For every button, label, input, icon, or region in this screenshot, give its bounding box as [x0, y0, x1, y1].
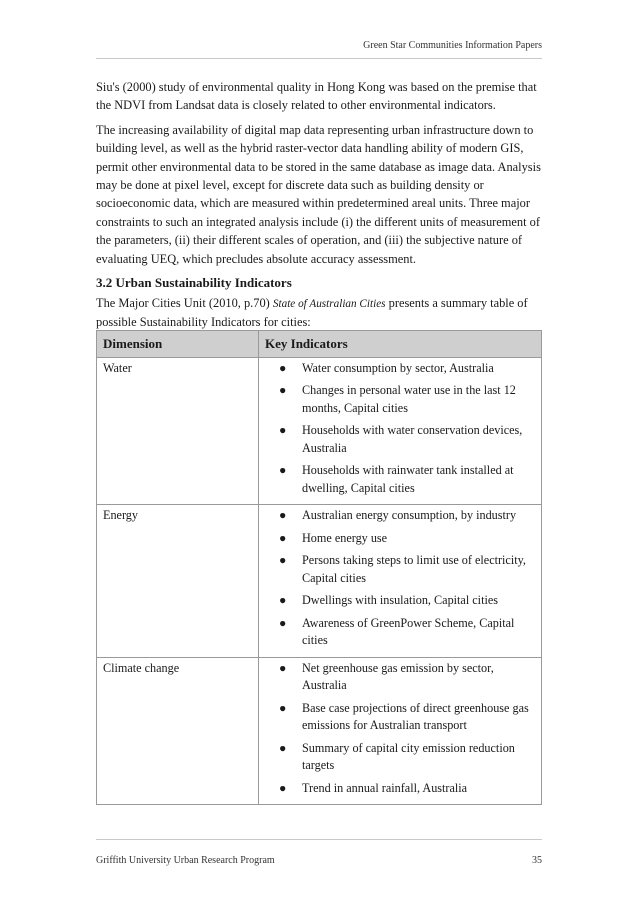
column-header-dimension: Dimension [97, 331, 259, 358]
list-item: ● Australian energy consumption, by industry [265, 507, 535, 525]
para3-suffix: presents a summary table of possible Sustainability Indicators for cities: [96, 296, 528, 330]
dimension-cell: Energy [97, 505, 259, 658]
list-item: ● Changes in personal water use in the last 12 months, Capital cities [279, 383, 516, 415]
footer-source: Griffith University Urban Research Program [96, 855, 275, 866]
bullet-icon: ● [279, 593, 287, 607]
indicators-cell [259, 505, 542, 658]
running-header: Green Star Communities Information Papers [363, 40, 542, 51]
list-item: ● Households with water conservation devices, Australia [279, 423, 523, 455]
indicators-table [96, 330, 542, 805]
list-item: ● Households with rainwater tank installed at dwelling, Capital cities [279, 463, 514, 495]
bullet-icon: ● [279, 615, 287, 630]
paragraph-2: The increasing availability of digital map data representing urban infrastructure down to building level, as well as the hybrid raster-vector data handling ability of modern GIS, permit other environmental data to be stored in the same database as image data. Analysis may be done at pixel level, except for discrete data such as building density or socioeconomic data, which are measured within predetermined areal units. Three major constraints to such an integrated analysis include (i) the different units of measurement of the parameters, (ii) their different scales of operation, and (iii) the subjective nature of evaluating UEQ, which precludes absolute accuracy assessment. [96, 122, 541, 266]
footer-rule [96, 839, 542, 840]
bullet-icon: ● [279, 463, 287, 477]
bullet-icon: ● [279, 660, 287, 675]
bullet-icon: ● [279, 780, 287, 795]
indicators-cell [259, 657, 542, 805]
indicator-list [265, 660, 535, 798]
table-row [97, 657, 542, 805]
bullet-icon: ● [279, 530, 287, 545]
list-item: ● Summary of capital city emission reduction targets [279, 740, 515, 772]
header-rule [96, 58, 542, 59]
table-row [97, 357, 542, 505]
list-item: ● Home energy use [265, 530, 535, 548]
indicator-list [265, 360, 535, 498]
list-item: ● Net greenhouse gas emission by sector, Australia [279, 660, 494, 692]
indicator-list [265, 507, 535, 650]
paragraph-3 [96, 294, 542, 332]
bullet-icon: ● [279, 740, 287, 755]
indicators-cell [259, 357, 542, 505]
bullet-icon: ● [279, 700, 287, 715]
column-header-indicators: Key Indicators [259, 331, 542, 358]
bullet-icon: ● [279, 383, 287, 397]
bullet-icon: ● [279, 553, 287, 567]
list-item: ● Water consumption by sector, Australia [265, 360, 535, 378]
paragraph-1: Siu's (2000) study of environmental quality in Hong Kong was based on the premise that the NDVI from Landsat data is closely related to other environmental indicators. [96, 80, 537, 113]
list-item: ● Dwellings with insulation, Capital cities [265, 592, 535, 610]
list-item: ● Base case projections of direct greenhouse gas emissions for Australian transport [279, 700, 529, 732]
bullet-icon: ● [279, 360, 287, 375]
dimension-cell: Climate change [97, 657, 259, 805]
page-body [96, 78, 542, 338]
dimension-cell: Water [97, 357, 259, 505]
page-number: 35 [532, 855, 542, 866]
list-item: ● Trend in annual rainfall, Australia [265, 780, 535, 798]
section-heading: 3.2 Urban Sustainability Indicators [96, 275, 292, 291]
table-header-row [97, 331, 542, 358]
report-title: State of Australian Cities [272, 298, 386, 311]
para3-prefix: The Major Cities Unit (2010, p.70) [96, 296, 270, 311]
table-row [97, 505, 542, 658]
bullet-icon: ● [279, 423, 287, 437]
bullet-icon: ● [279, 508, 287, 522]
list-item: ● Persons taking steps to limit use of electricity, Capital cities [279, 553, 526, 585]
list-item: ● Awareness of GreenPower Scheme, Capital cities [279, 615, 515, 647]
